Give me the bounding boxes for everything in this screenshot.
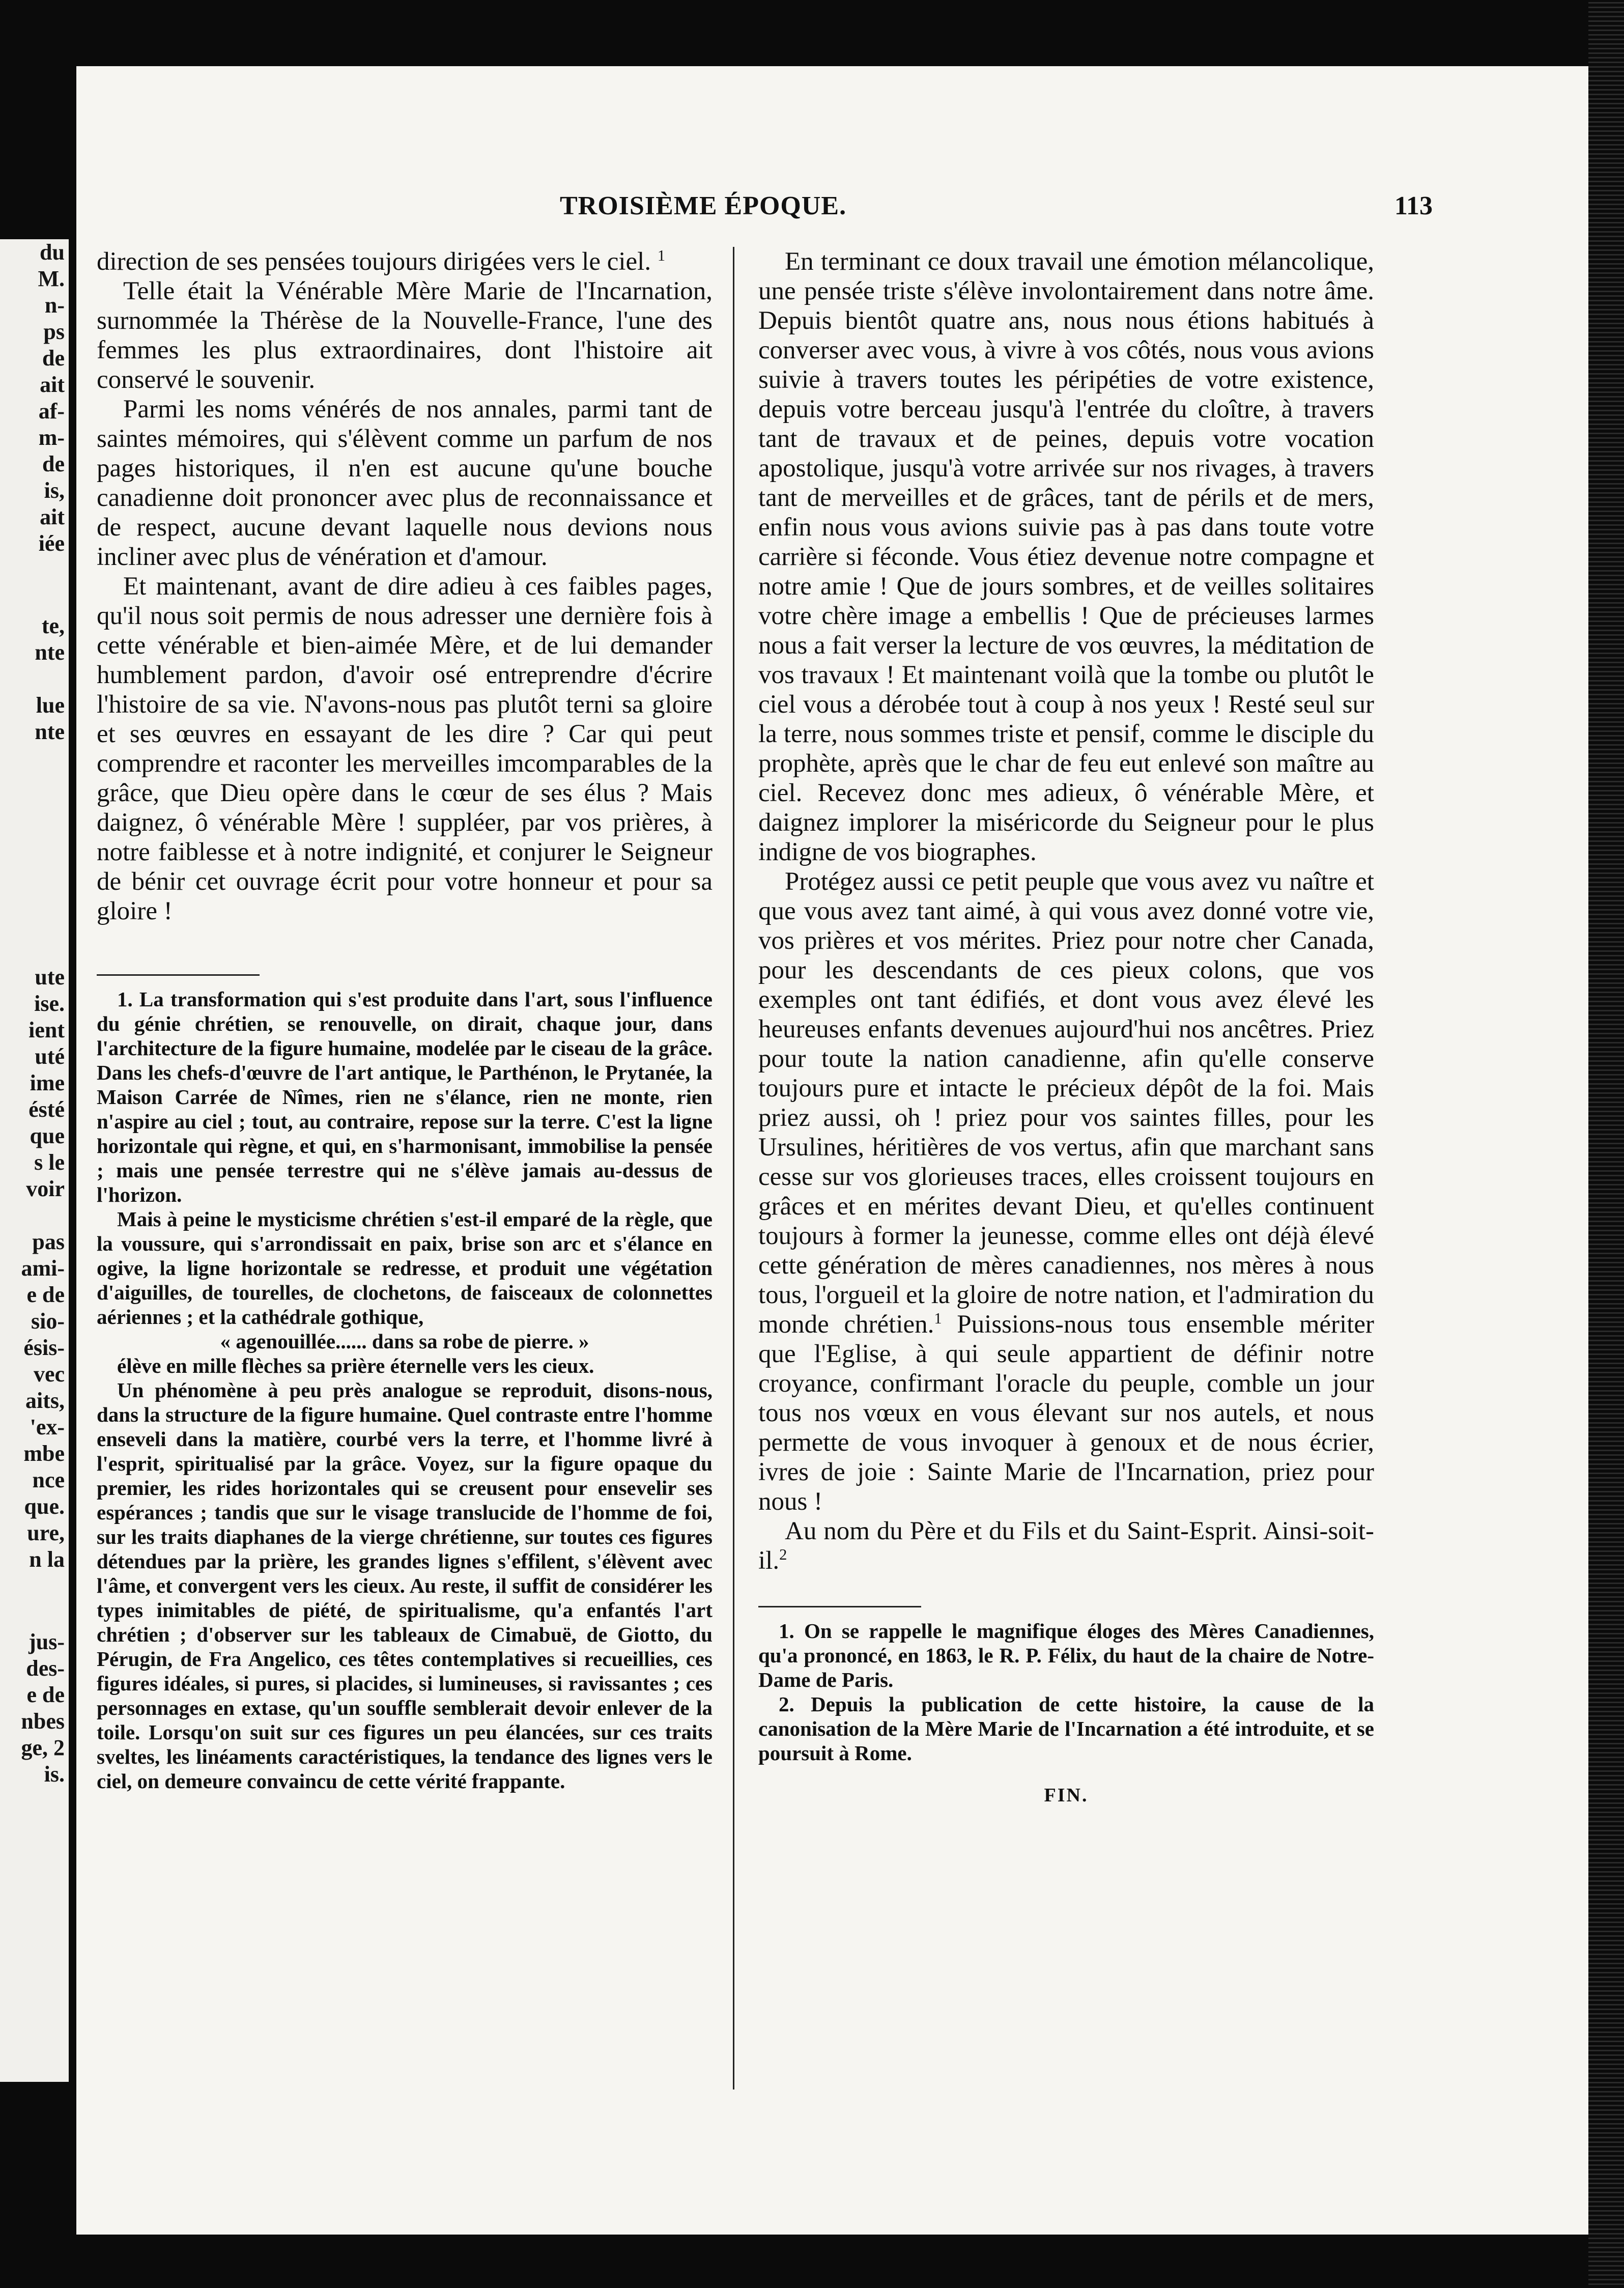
- adjacent-page-margin: [0, 239, 69, 2082]
- scan-edge: [1588, 0, 1624, 2288]
- footnote-paragraph: élève en mille flèches sa prière éternelle vers les cieux.: [117, 1354, 594, 1377]
- margin-fragment: ge, 2: [21, 1735, 65, 1760]
- margin-fragment: sio-: [31, 1309, 65, 1334]
- margin-fragment: [0, 666, 69, 692]
- page-number: 113: [1394, 191, 1433, 220]
- margin-gap: [0, 557, 69, 613]
- left-column: [97, 247, 713, 1793]
- margin-fragment: vec: [33, 1362, 65, 1387]
- margin-fragment: ésis-: [23, 1335, 65, 1360]
- margin-fragment: nte: [35, 640, 65, 665]
- footnote-paragraph: Mais à peine le mysticisme chrétien s'est-il emparé de la règle, que la voussure, qui s'arrondissait en paix, brise son arc et s'élance en ogive, la ligne horizontale se redresse, et produit une végétation d'aiguilles, de tourelles, de clochetons, de faisceaux de colonnettes aériennes ; et la cathédrale gothique,: [97, 1207, 713, 1329]
- fin-mark: FIN.: [1044, 1785, 1089, 1806]
- footnote-quote: « agenouillée...... dans sa robe de pierre. »: [220, 1330, 589, 1353]
- paragraph: Au nom du Père et du Fils et du Saint-Esprit. Ainsi-soit-il.$^2$: [758, 1517, 1374, 1575]
- margin-fragment: pas: [32, 1229, 65, 1254]
- margin-fragment: nte: [35, 719, 65, 744]
- margin-fragment: te,: [41, 613, 65, 638]
- margin-fragment: is.: [44, 1762, 65, 1787]
- paragraph: Parmi les noms vénérés de nos annales, parmi tant de saintes mémoires, qui s'élèvent comme un parfum de nos pages historiques, il n'en est aucune qu'une bouche canadienne doit prononcer avec plus de reconnaissance et de respect, aucune devant laquelle nous devions nous incliner avec plus de vénération et d'amour.: [97, 395, 713, 571]
- margin-fragment: nbes: [21, 1709, 65, 1734]
- page-title: TROISIÈME ÉPOQUE.: [560, 191, 847, 220]
- right-column: [758, 247, 1374, 1810]
- paragraph: direction de ses pensées toujours dirigées vers le ciel. $^1$: [97, 247, 666, 276]
- margin-fragment: ute: [35, 965, 65, 990]
- margin-fragment: [0, 1202, 69, 1229]
- margin-fragment: du: [40, 240, 65, 265]
- margin-gap: [0, 1573, 69, 1629]
- margin-fragment: ps: [43, 319, 65, 344]
- margin-fragment: is,: [44, 478, 65, 503]
- margin-fragment: que: [30, 1123, 65, 1148]
- running-header: [76, 191, 1595, 227]
- note-ref: 1: [657, 247, 666, 264]
- margin-fragment: que.: [24, 1494, 65, 1519]
- margin-fragment: ure,: [27, 1520, 65, 1545]
- margin-fragment: n-: [44, 293, 65, 318]
- margin-fragment: ait: [40, 504, 65, 529]
- note-ref: 2: [779, 1546, 787, 1563]
- margin-fragment: ait: [40, 372, 65, 397]
- margin-fragment: n la: [29, 1547, 65, 1572]
- margin-fragment: de: [42, 346, 65, 371]
- margin-fragment: iée: [38, 531, 65, 556]
- margin-fragment: 'ex-: [30, 1415, 65, 1439]
- footnote-paragraph: Un phénomène à peu près analogue se reproduit, disons-nous, dans la structure de la figure humaine. Quel contraste entre l'homme enseveli dans la matière, courbé vers la terre, et l'homme livré à l'esprit, spiritualisé par la grâce. Voyez, sur la figure opaque du premier, les rides horizontales qui se creusent pour ensevelir ses espérances ; tandis que sur le visage translucide de l'homme de foi, sur les traits diaphanes de la vierge chrétienne, sur toutes ces figures détendues par la prière, les grandes lignes s'effilent, s'élèvent avec l'âme, et convergent vers les cieux. Au reste, il suffit de considérer les types inimitables de piété, de spiritualisme, qu'a enfantés l'art chrétien ; d'observer sur les tableaux de Cimabuë, de Giotto, du Pérugin, de Fra Angelico, ces têtes contemplatives si recueillies, ces figures idéales, si pures, si placides, si lumineuses, si ravissantes ; ces personnages en extase, qu'un souffle semblerait devoir enlever de la toile. Lorsqu'on suit sur ces figures un peu élancées, sur ces traits sveltes, les linéaments caractéristiques, la tendance des lignes vers le ciel, on demeure convaincu de cette vérité frappante.: [97, 1378, 713, 1793]
- margin-fragment: M.: [38, 266, 65, 291]
- margin-fragment: des-: [26, 1656, 65, 1681]
- column-divider: [733, 247, 734, 2089]
- footnote-paragraph: 1. On se rappelle le magnifique éloges des Mères Canadiennes, qu'a prononcé, en 1863, le R. P. Félix, du haut de la chaire de Notre-Dame de Paris.: [758, 1619, 1374, 1691]
- margin-gap: [0, 745, 69, 964]
- margin-fragment: uté: [35, 1044, 65, 1069]
- footnote-paragraph: 2. Depuis la publication de cette histoire, la cause de la canonisation de la Mère Marie de l'Incarnation a été introduite, et se poursuit à Rome.: [758, 1692, 1374, 1765]
- footnote-paragraph: 1. La transformation qui s'est produite dans l'art, sous l'influence du génie chrétien, se renouvelle, on dirait, chaque jour, dans l'architecture de la figure humaine, modelée par le ciseau de la grâce. Dans les chefs-d'œuvre de l'art antique, le Parthénon, le Prytanée, la Maison Carrée de Nîmes, rien ne s'élance, rien ne monte, rien n'aspire au ciel ; tout, au contraire, repose sur la terre. C'est la ligne horizontale qui règne, et qui, en s'harmonisant, immobilise la pensée ; mais une pensée terrestre qui ne s'élève jamais au-dessus de l'horizon.: [97, 987, 713, 1206]
- footnote-block: [97, 987, 713, 1793]
- note-ref: 1: [934, 1310, 942, 1327]
- margin-fragment: ami-: [21, 1256, 65, 1281]
- margin-fragment: af-: [38, 399, 65, 423]
- paragraph: Telle était la Vénérable Mère Marie de l'Incarnation, surnommée la Thérèse de la Nouvelle-France, l'une des femmes les plus extraordinaires, dont l'histoire ait conservé le souvenir.: [97, 277, 713, 394]
- margin-fragment: e de: [26, 1682, 65, 1707]
- margin-fragment: aits,: [25, 1388, 65, 1413]
- margin-fragment: lue: [36, 693, 65, 718]
- margin-fragment: s le: [34, 1150, 65, 1175]
- margin-fragment: mbe: [23, 1441, 65, 1466]
- footnote-separator: [758, 1606, 921, 1607]
- footnote-separator: [97, 974, 260, 976]
- margin-fragment: ise.: [34, 991, 65, 1016]
- book-page: [76, 66, 1595, 2235]
- paragraph: Et maintenant, avant de dire adieu à ces faibles pages, qu'il nous soit permis de nous adresser une dernière fois à cette vénérable et bien-aimée Mère, et de lui demander humblement pardon, d'avoir osé entreprendre d'écrire l'histoire de sa vie. N'avons-nous pas plutôt terni sa gloire et ses œuvres en essayant de les dire ? Car qui peut comprendre et raconter les merveilles imcomparables de la grâce, que Dieu opère dans le cœur de ses élus ? Mais daignez, ô vénérable Mère ! suppléer, par vos prières, à notre faiblesse et à notre indignité, et conjurer le Seigneur de bénir cet ouvrage écrit pour votre honneur et pour sa gloire !: [97, 572, 713, 925]
- margin-fragment: ésté: [29, 1097, 65, 1122]
- margin-fragment: m-: [38, 425, 65, 450]
- margin-fragment: voir: [26, 1176, 65, 1201]
- margin-fragment: e de: [26, 1282, 65, 1307]
- margin-fragment: jus-: [29, 1629, 65, 1654]
- paragraph: En terminant ce doux travail une émotion mélancolique, une pensée triste s'élève involontairement dans notre âme. Depuis bientôt quatre ans, nous nous étions habitués à converser avec vous, à vivre à vos côtés, nous vous avions suivie à travers toutes les péripéties de votre existence, depuis votre berceau jusqu'à l'entrée du cloître, à travers tant de travaux et de peines, depuis votre vocation apostolique, jusqu'à votre arrivée sur nos rivages, à travers tant de merveilles et de grâces, tant de périls et de mers, enfin nous vous avions suivie pas à pas dans toute votre carrière si féconde. Vous étiez devenue notre compagne et notre amie ! Que de jours sombres, et de veilles solitaires votre chère image a embellis ! Que de précieuses larmes nous a fait verser la lecture de vos œuvres, la méditation de vos travaux ! Et maintenant voilà que la tombe ou plutôt le ciel vous a dérobée tout à coup à nos yeux ! Resté seul sur la terre, nous sommes triste et pensif, comme le disciple du prophète, après que le char de feu eut enlevé son maître au ciel. Recevez donc mes adieux, ô vénérable Mère, et daignez implorer la miséricorde du Seigneur pour le plus indigne de vos biographes.: [758, 247, 1374, 866]
- margin-fragment: ient: [29, 1018, 65, 1042]
- margin-fragment: nce: [32, 1467, 65, 1492]
- paragraph: Protégez aussi ce petit peuple que vous avez vu naître et que vous avez tant aimé, à qui vous avez donné votre vie, vos prières et vos mérites. Priez pour notre cher Canada, pour les descendants de ces pieux colons, que vos exemples ont tant édifiés, et dont vous avez élevé les heureuses enfants devenues aujourd'hui nos ancêtres. Priez pour toute la nation canadienne, afin qu'elle conserve toujours pure et intacte le précieux dépôt de la foi. Mais priez aussi, oh ! priez pour vos saintes filles, pour les Ursulines, héritières de vos vertus, afin que marchant sans cesse sur vos glorieuses traces, elles croissent toujours en grâces et en mérites devant Dieu, et qu'elles continuent toujours à former la jeunesse, comme elles ont déjà élevé cette génération de mères canadiennes, nos mères à nous tous, l'orgueil et la gloire de notre nation, et l'admiration du monde chrétien.$^1$ Puissions-nous tous ensemble mériter que l'Eglise, à qui seule appartient de définir notre croyance, confirmant l'oracle du peuple, comble un jour tous nos vœux en vous élevant sur nos autels, et nous permette de vous invoquer à genoux et de nous écrier, ivres de joie : Sainte Marie de l'Incarnation, priez pour nous !: [758, 867, 1374, 1516]
- margin-fragment: ime: [30, 1070, 65, 1095]
- margin-fragment: de: [42, 451, 65, 476]
- footnote-block: [758, 1619, 1374, 1765]
